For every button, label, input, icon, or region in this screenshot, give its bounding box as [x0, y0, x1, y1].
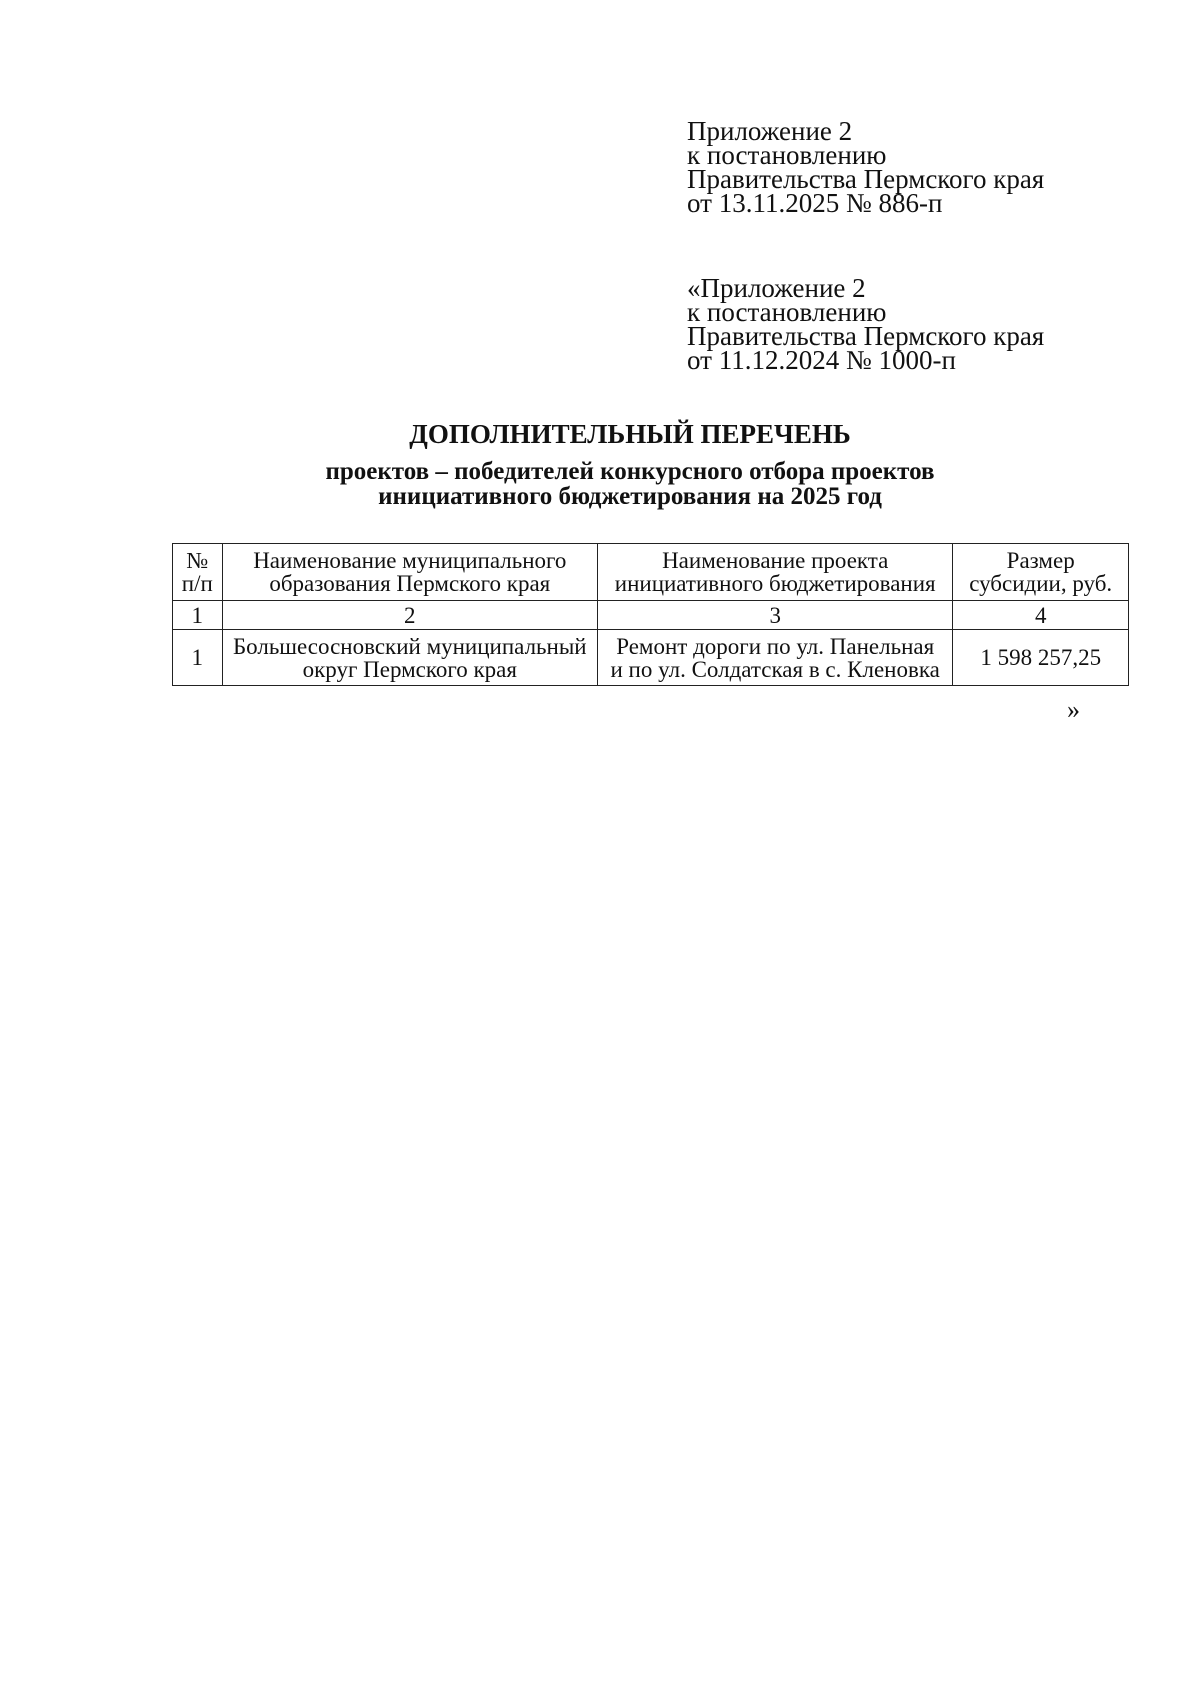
column-number-cell: 1 [173, 601, 223, 630]
header-text: образования Пермского края [269, 571, 551, 596]
header-cell-subsidy [953, 544, 1129, 601]
header-text: № [186, 548, 209, 573]
cell-text: округ Пермского края [302, 656, 517, 682]
table-header-row [173, 544, 1129, 601]
cell-text: и по ул. Солдатская в с. Кленовка [610, 656, 940, 682]
header-cell-municipality [222, 544, 597, 601]
appendix-line: Правительства Пермского края [687, 321, 1045, 351]
cell-text: Большесосновский муниципальный [232, 633, 587, 659]
appendix-line: от 13.11.2025 № 886-п [687, 188, 943, 218]
subtitle-line: проектов – победителей конкурсного отбора проектов [325, 458, 935, 485]
header-text: Наименование муниципального [253, 548, 567, 573]
municipality-cell [222, 630, 597, 686]
header-cell-number [173, 544, 223, 601]
document-subtitle [0, 459, 1200, 509]
cell-text: Ремонт дороги по ул. Панельная [616, 633, 935, 659]
projects-table [172, 543, 1129, 686]
document-title: ДОПОЛНИТЕЛЬНЫЙ ПЕРЕЧЕНЬ [409, 419, 851, 449]
header-text: субсидии, руб. [969, 571, 1113, 596]
row-number-cell: 1 [173, 630, 223, 686]
appendix-block-amended [687, 273, 1045, 375]
header-text: Размер [1006, 548, 1075, 573]
project-cell [598, 630, 953, 686]
appendix-line: Приложение 2 [687, 116, 853, 146]
header-text: Наименование проекта [662, 548, 889, 573]
header-cell-project [598, 544, 953, 601]
appendix-line: к постановлению [687, 297, 887, 327]
header-text: инициативного бюджетирования [614, 571, 936, 596]
column-number-cell: 4 [953, 601, 1129, 630]
column-number-row [173, 601, 1129, 630]
appendix-line: к постановлению [687, 140, 887, 170]
appendix-block-current [687, 116, 1045, 218]
appendix-line: от 11.12.2024 № 1000-п [687, 345, 956, 375]
table-row [173, 630, 1129, 686]
appendix-line: «Приложение 2 [687, 273, 866, 303]
column-number-cell: 2 [222, 601, 597, 630]
subsidy-cell: 1 598 257,25 [953, 630, 1129, 686]
column-number-cell: 3 [598, 601, 953, 630]
subtitle-line: инициативного бюджетирования на 2025 год [378, 483, 882, 510]
header-text: п/п [181, 571, 213, 596]
appendix-line: Правительства Пермского края [687, 164, 1045, 194]
closing-quote-mark: » [1067, 695, 1080, 724]
